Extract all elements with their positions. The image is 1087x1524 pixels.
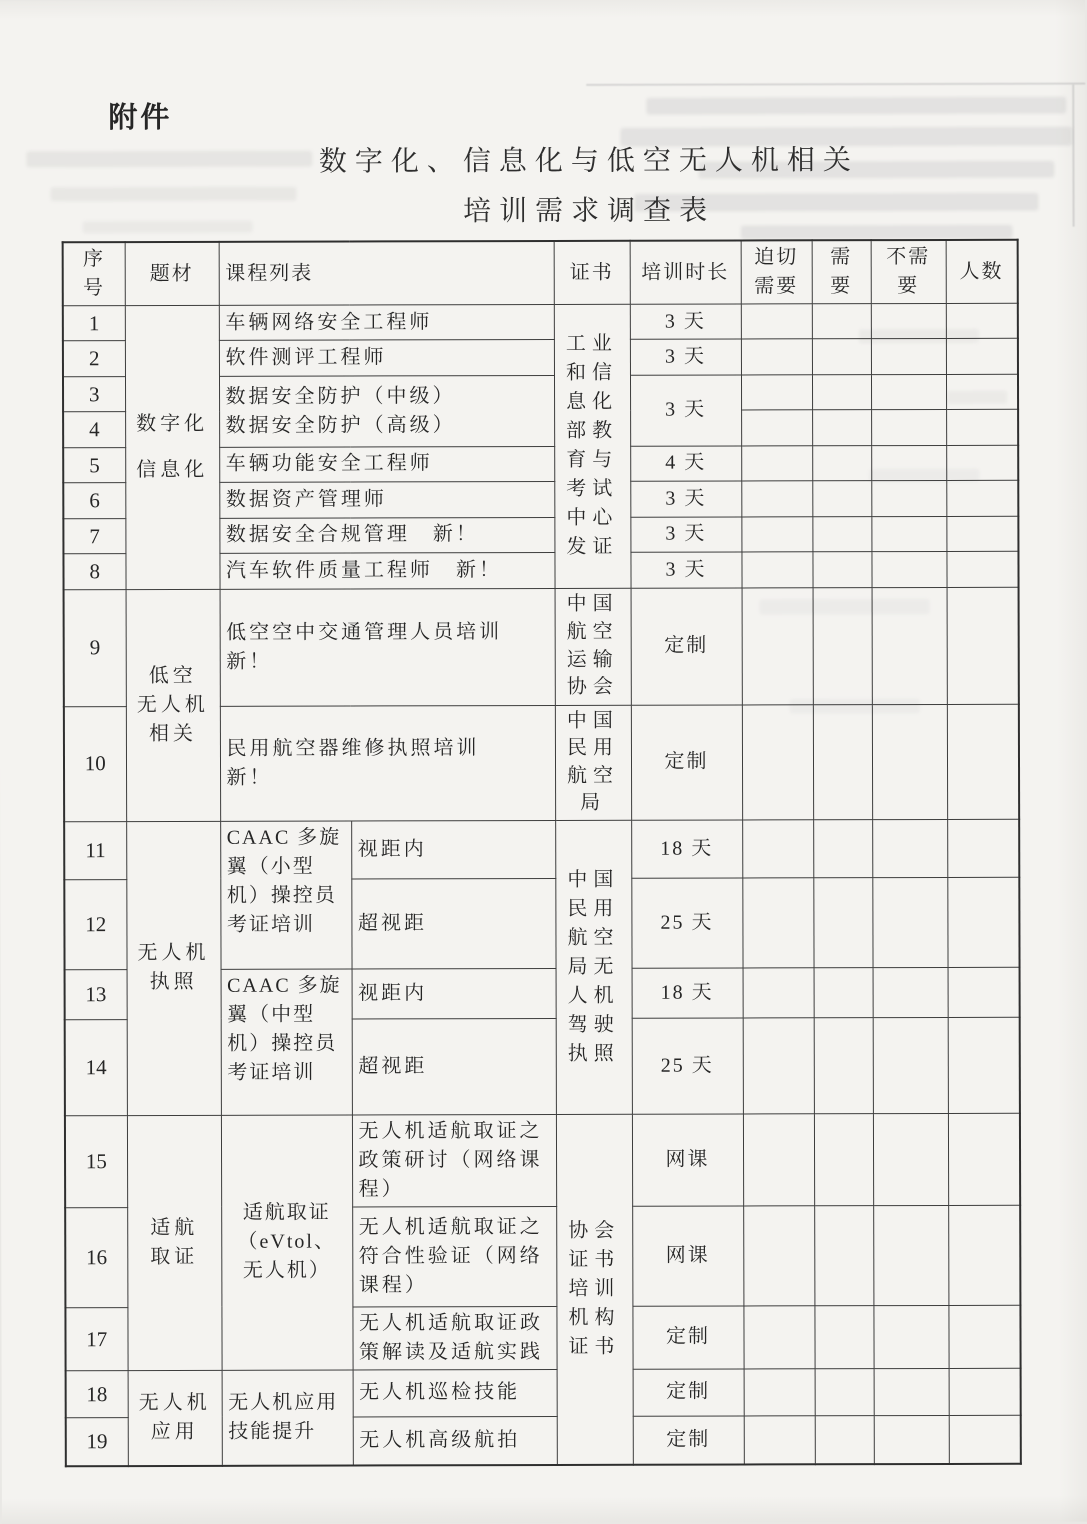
row-number-cell: 1 <box>63 306 125 342</box>
duration-cell: 定制 <box>633 1416 744 1465</box>
duration-cell: 3 天 <box>630 552 741 588</box>
not-need-cell <box>871 374 946 410</box>
not-need-cell <box>874 1415 949 1464</box>
course-cell: 无人机巡检技能 <box>353 1369 557 1417</box>
need-cell <box>813 587 872 704</box>
count-cell <box>946 410 1018 446</box>
course-cell: 软件测评工程师 <box>219 340 554 376</box>
attachment-label: 附件 <box>108 101 173 135</box>
urgent-cell <box>741 375 812 411</box>
course-cell: 汽车软件质量工程师 新！ <box>219 553 554 589</box>
need-cell <box>813 878 872 968</box>
course-group-cell: 无人机应用技能提升 <box>222 1370 353 1466</box>
count-cell <box>946 374 1018 410</box>
urgent-cell <box>743 1206 814 1306</box>
not-need-cell <box>871 303 946 339</box>
urgent-cell <box>742 587 813 704</box>
duration-cell: 定制 <box>632 1306 743 1369</box>
duration-cell: 3 天 <box>630 304 741 340</box>
duration-cell: 网课 <box>632 1114 743 1206</box>
course-group-cell: 适航取证 （eVtol、 无人机） <box>221 1115 353 1370</box>
header-no: 序 号 <box>63 242 125 306</box>
count-cell <box>946 445 1018 481</box>
row-number-cell: 16 <box>65 1207 127 1307</box>
row-number-cell: 3 <box>63 376 125 412</box>
urgent-cell <box>741 446 812 482</box>
need-cell <box>812 481 871 517</box>
course-cell: 超视距 <box>351 878 555 969</box>
count-cell <box>947 587 1019 704</box>
urgent-cell <box>742 704 813 820</box>
course-cell: 数据资产管理师 <box>219 482 554 518</box>
need-cell <box>812 410 871 446</box>
count-cell <box>948 967 1020 1017</box>
urgent-cell <box>744 1369 815 1416</box>
not-need-cell <box>874 1368 949 1415</box>
not-need-cell <box>873 967 948 1017</box>
need-cell <box>812 516 871 552</box>
urgent-cell <box>743 968 814 1018</box>
cert-cell: 中国 航空 运输 协会 <box>555 588 631 705</box>
document-title-line2: 培训需求调查表 <box>463 195 716 228</box>
duration-cell: 3 天 <box>630 375 741 446</box>
need-cell <box>812 339 871 375</box>
course-cell: 视距内 <box>352 968 556 1019</box>
urgent-cell <box>741 552 812 588</box>
need-cell <box>815 1369 874 1416</box>
header-course: 课程列表 <box>219 241 554 305</box>
course-cell: 超视距 <box>352 1018 556 1115</box>
need-cell <box>815 1416 874 1465</box>
row-number-cell: 11 <box>64 821 126 879</box>
urgent-cell <box>741 410 812 446</box>
header-need: 需 要 <box>812 240 871 304</box>
cert-cell: 协会 证书 培训 机构 证书 <box>556 1114 633 1465</box>
duration-cell: 3 天 <box>630 481 741 517</box>
count-cell <box>946 303 1018 339</box>
row-number-cell: 17 <box>65 1307 127 1370</box>
row-number-cell: 18 <box>66 1370 128 1417</box>
duration-cell: 18 天 <box>632 968 743 1018</box>
not-need-cell <box>872 877 947 967</box>
count-cell <box>949 1368 1021 1415</box>
urgent-cell <box>743 1114 814 1206</box>
topic-cell: 低空 无人机 相关 <box>126 589 221 822</box>
document-title-line1: 数字化、信息化与低空无人机相关 <box>318 145 859 178</box>
cert-cell: 中国 民用 航空 局 <box>555 705 631 821</box>
course-cell: 民用航空器维修执照培训 新！ <box>220 705 555 821</box>
urgent-cell <box>743 1018 814 1114</box>
topic-cell: 适航 取证 <box>127 1115 222 1370</box>
count-cell <box>949 1415 1021 1464</box>
course-cell: 无人机高级航拍 <box>353 1416 557 1466</box>
table-row-1 <box>63 303 1018 341</box>
topic-cell: 无人机 应用 <box>128 1370 222 1466</box>
duration-cell: 定制 <box>631 704 742 820</box>
need-cell <box>814 968 873 1018</box>
row-number-cell: 12 <box>64 879 126 969</box>
count-cell <box>948 1305 1020 1368</box>
course-cell: 低空空中交通管理人员培训 新！ <box>220 588 555 706</box>
not-need-cell <box>871 481 946 517</box>
count-cell <box>946 516 1018 552</box>
course-cell: 数据安全合规管理 新！ <box>219 517 554 553</box>
course-cell: 数据安全防护（中级） 数据安全防护（高级） <box>219 375 554 447</box>
count-cell <box>947 877 1019 967</box>
table-row-18 <box>66 1368 1021 1418</box>
topic-cell: 数字化 信息化 <box>125 305 220 589</box>
not-need-cell <box>872 587 947 704</box>
count-cell <box>948 1205 1020 1305</box>
need-cell <box>813 820 872 878</box>
course-cell: 视距内 <box>351 820 555 879</box>
not-need-cell <box>873 1017 948 1113</box>
need-cell <box>814 1114 873 1206</box>
duration-cell: 4 天 <box>630 446 741 482</box>
count-cell <box>946 339 1018 375</box>
urgent-cell <box>741 481 812 517</box>
need-cell <box>814 1306 873 1369</box>
row-number-cell: 7 <box>63 518 125 554</box>
course-cell: 无人机适航取证之政策研讨（网络课程） <box>352 1114 556 1207</box>
count-cell <box>948 1017 1020 1113</box>
need-cell <box>814 1018 873 1114</box>
header-topic: 题材 <box>125 242 219 306</box>
duration-cell: 25 天 <box>632 1018 743 1114</box>
urgent-cell <box>744 1416 815 1465</box>
cert-cell: 工业 和信 息化 部教 育与 考试 中心 发证 <box>554 304 631 588</box>
row-number-cell: 19 <box>66 1417 128 1466</box>
course-cell: 车辆网络安全工程师 <box>219 304 554 340</box>
table-row-15 <box>65 1113 1020 1207</box>
course-cell: 车辆功能安全工程师 <box>219 446 554 482</box>
duration-cell: 定制 <box>631 587 742 704</box>
duration-cell: 3 天 <box>630 517 741 553</box>
not-need-cell <box>871 339 946 375</box>
row-number-cell: 15 <box>65 1115 127 1207</box>
course-cell: 无人机适航取证政策解读及适航实践 <box>352 1306 556 1370</box>
table-row-11 <box>64 819 1019 880</box>
not-need-cell <box>872 704 947 820</box>
course-group-cell: CAAC 多旋翼（小型机）操控员考证培训 <box>220 821 351 969</box>
urgent-cell <box>741 304 812 340</box>
row-number-cell: 2 <box>63 341 125 377</box>
count-cell <box>948 1113 1020 1205</box>
cert-cell: 中国 民用 航空 局无 人机 驾驶 执照 <box>555 820 632 1114</box>
row-number-cell: 8 <box>63 554 125 590</box>
course-cell: 无人机适航取证之符合性验证（网络课程） <box>352 1206 556 1307</box>
header-duration: 培训时长 <box>630 240 741 304</box>
header-urgent: 迫切 需要 <box>741 240 812 304</box>
header-count: 人数 <box>946 240 1018 304</box>
table-row-9 <box>64 587 1019 706</box>
urgent-cell <box>742 878 813 968</box>
need-cell <box>812 552 871 588</box>
not-need-cell <box>873 1305 948 1368</box>
duration-cell: 18 天 <box>631 820 742 878</box>
not-need-cell <box>871 552 946 588</box>
row-number-cell: 9 <box>64 589 126 706</box>
need-cell <box>812 445 871 481</box>
duration-cell: 3 天 <box>630 339 741 375</box>
header-not-need: 不需 要 <box>871 240 946 304</box>
urgent-cell <box>741 339 812 375</box>
need-cell <box>812 375 871 411</box>
survey-table <box>62 239 1022 1468</box>
need-cell <box>812 304 871 340</box>
not-need-cell <box>873 1113 948 1205</box>
not-need-cell <box>873 1205 948 1305</box>
not-need-cell <box>871 410 946 446</box>
duration-cell: 25 天 <box>631 878 742 968</box>
not-need-cell <box>871 516 946 552</box>
urgent-cell <box>742 820 813 878</box>
row-number-cell: 6 <box>63 483 125 519</box>
not-need-cell <box>871 445 946 481</box>
row-number-cell: 10 <box>64 706 126 822</box>
not-need-cell <box>872 819 947 877</box>
row-number-cell: 4 <box>63 412 125 448</box>
urgent-cell <box>741 516 812 552</box>
header-row <box>63 240 1018 306</box>
urgent-cell <box>743 1306 814 1369</box>
row-number-cell: 14 <box>65 1019 127 1115</box>
count-cell <box>947 819 1019 877</box>
need-cell <box>813 704 872 820</box>
row-number-cell: 13 <box>65 969 127 1019</box>
duration-cell: 网课 <box>632 1206 743 1306</box>
count-cell <box>947 704 1019 820</box>
topic-cell: 无人机 执照 <box>126 821 221 1115</box>
header-cert: 证书 <box>554 241 630 305</box>
need-cell <box>814 1206 873 1306</box>
course-group-cell: CAAC 多旋翼（中型机）操控员考证培训 <box>221 969 352 1115</box>
count-cell <box>946 551 1018 587</box>
duration-cell: 定制 <box>633 1369 744 1416</box>
row-number-cell: 5 <box>63 447 125 483</box>
count-cell <box>946 480 1018 516</box>
